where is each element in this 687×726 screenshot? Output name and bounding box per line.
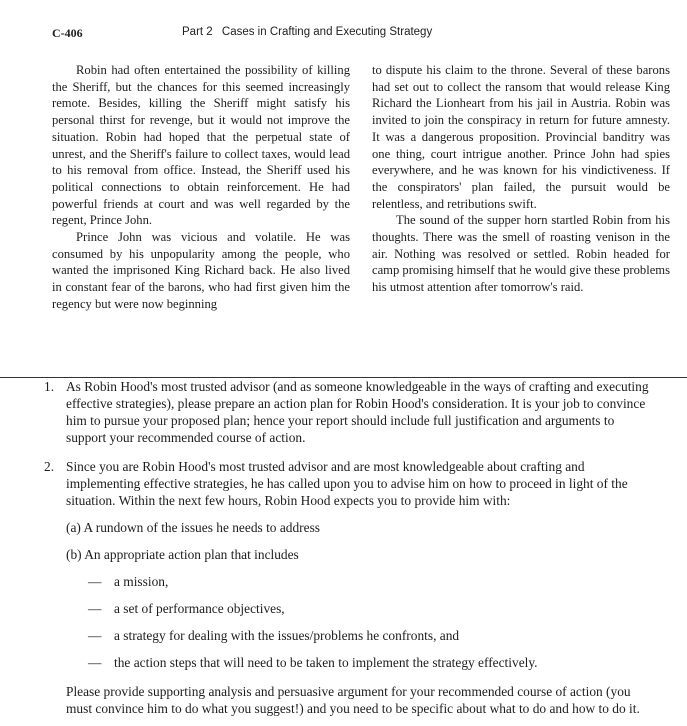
action-plan-list xyxy=(66,573,656,671)
question-1-number: 1. xyxy=(44,379,55,394)
list-item xyxy=(66,654,656,671)
list-item-text: a strategy for dealing with the issues/problems he confronts, and xyxy=(114,628,460,643)
list-item-text: a mission, xyxy=(114,574,169,589)
closing-instructions: Please provide supporting analysis and persuasive argument for your recommended course of action (you must convince him to do what you suggest!) and you need to be specific about what to do and how to do it. xyxy=(66,684,640,716)
assignment-questions xyxy=(30,378,656,717)
right-column xyxy=(372,62,670,296)
dash-icon: — xyxy=(88,655,102,670)
dash-icon: — xyxy=(88,601,102,616)
paragraph-robin-sheriff: Robin had often entertained the possibility of killing the Sheriff, but the chances for this seemed increasingly remote. Besides, killing the Sheriff might satisfy his personal thirst for revenge, but it would not improve the situation. Robin had hoped that the perpetual state of unrest, and the Sheriff's failure to collect taxes, would lead to his removal from office. Instead, the Sheriff used his political connections to obtain reinforcement. He had powerful friends at court and was well regarded by the regent, Prince John. xyxy=(52,63,350,228)
question-2-subitems xyxy=(66,519,656,671)
paragraph-prince-john: Prince John was vicious and volatile. He was consumed by his unpopularity among the people, who wanted the imprisoned King Richard back. He also lived in constant fear of the barons, who had first given him the regency but were now beginning xyxy=(52,230,350,311)
subitem-b: (b) An appropriate action plan that includes xyxy=(66,547,299,562)
case-text-columns xyxy=(52,62,670,324)
list-item-text: the action steps that will need to be taken to implement the strategy effectively. xyxy=(114,655,538,670)
question-2-text: Since you are Robin Hood's most trusted advisor and are most knowledgeable about crafting and implementing effective strategies, he has called upon you to advise him on how to proceed in light of the situation. Within the next few hours, Robin Hood expects you to provide him with: xyxy=(66,459,628,508)
question-2 xyxy=(30,458,656,671)
question-1 xyxy=(30,378,656,446)
paragraph-supper-horn: The sound of the supper horn startled Robin from his thoughts. There was the smell of roasting venison in the air. Nothing was resolved or settled. Robin headed for camp promising himself that he would give these problems his utmost attention after tomorrow's raid. xyxy=(372,213,670,295)
part-title: Cases in Crafting and Executing Strategy xyxy=(221,26,433,38)
page-number: C-406 xyxy=(52,26,83,40)
list-item xyxy=(66,600,656,617)
page-header xyxy=(52,26,667,42)
subitem-a: (a) A rundown of the issues he needs to address xyxy=(66,520,320,535)
list-item xyxy=(66,627,656,644)
question-1-text: As Robin Hood's most trusted advisor (and as someone knowledgeable in the ways of crafting and executing effective strategies), please prepare an action plan for Robin Hood's consideration. It is your job to convince him to pursue your proposed plan; hence your report should include full justification and arguments to support your recommended course of action. xyxy=(66,379,649,445)
left-column xyxy=(52,62,350,313)
dash-icon: — xyxy=(88,574,102,589)
part-label: Part 2 xyxy=(182,26,213,38)
list-item-text: a set of performance objectives, xyxy=(114,601,285,616)
running-title xyxy=(182,26,432,38)
list-item xyxy=(66,573,656,590)
dash-icon: — xyxy=(88,628,102,643)
paragraph-conspiracy-continuation: to dispute his claim to the throne. Several of these barons had set out to collect the ransom that would release King Richard the Lionheart from his jail in Austria. Robin was invited to join the conspiracy in return for future amnesty. It was a dangerous proposition. Provincial banditry was one thing, court intrigue another. Prince John had spies everywhere, and he was known for his vindictiveness. If the conspirators' plan failed, the pursuit would be relentless, and retributions swift. xyxy=(372,63,670,211)
question-2-number: 2. xyxy=(44,459,55,474)
